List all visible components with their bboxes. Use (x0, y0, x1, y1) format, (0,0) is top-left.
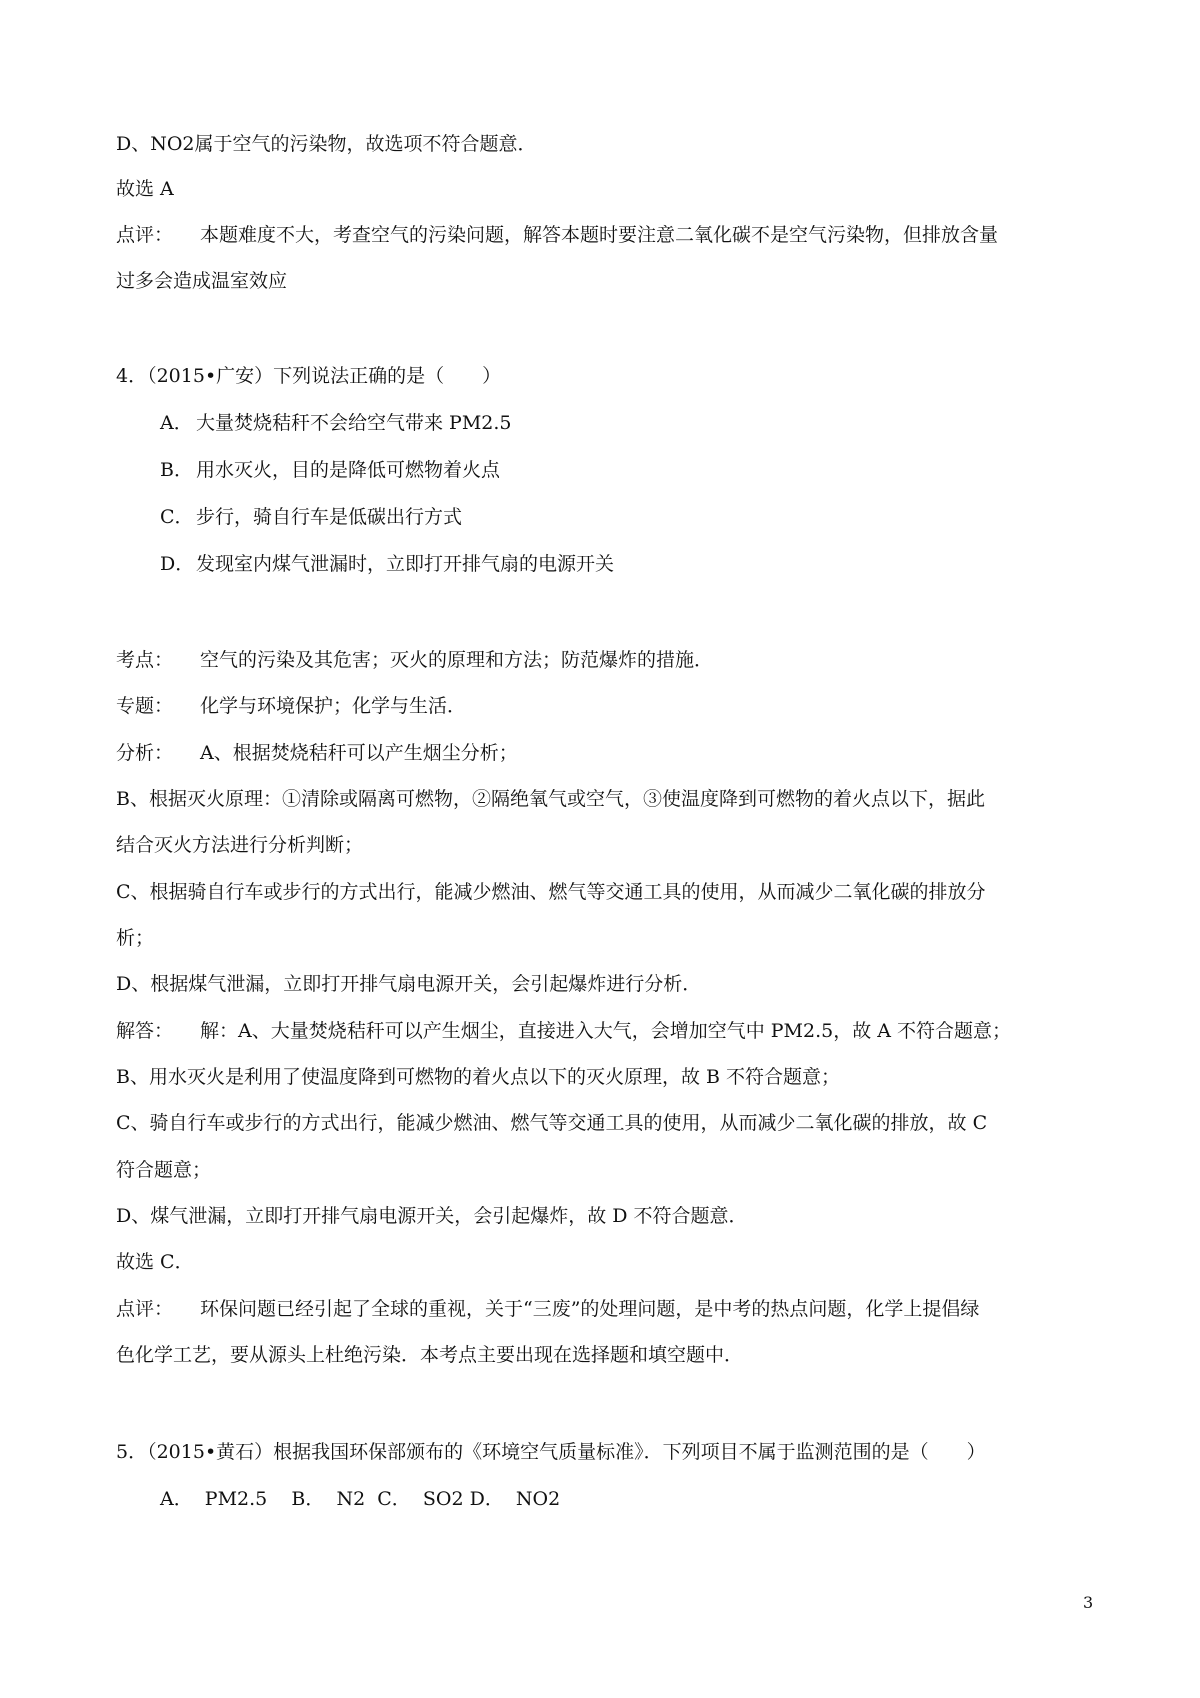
zhuanti-label: 专题： (116, 695, 174, 717)
q4-jieda-c2: 符合题意； (116, 1159, 212, 1181)
q4-jieda-c1: C、骑自行车或步行的方式出行，能减少燃油、燃气等交通工具的使用，从而减少二氧化碳的排放，故 C (116, 1112, 988, 1134)
q4-fenxi-d: D、根据煤气泄漏，立即打开排气扇电源开关，会引起爆炸进行分析． (116, 973, 702, 995)
fenxi-label: 分析： (116, 742, 174, 764)
zhuanti-text: 化学与环境保护；化学与生活． (200, 695, 467, 717)
prev-comment (116, 223, 998, 247)
prev-answer: 故选 A (116, 178, 174, 200)
option-label: A． (160, 412, 193, 434)
option-text: 发现室内煤气泄漏时，立即打开排气扇的电源开关 (196, 553, 615, 575)
prev-comment-line2: 过多会造成温室效应 (116, 270, 288, 292)
option-label: B． (160, 459, 193, 481)
comment-text: 本题难度不大，考查空气的污染问题，解答本题时要注意二氧化碳不是空气污染物，但排放含量 (200, 224, 999, 246)
fenxi-a: A、根据焚烧秸秆可以产生烟尘分析； (200, 742, 518, 764)
option-label: D． (160, 553, 195, 575)
jieda-label: 解答： (116, 1020, 174, 1042)
dianping-text: 环保问题已经引起了全球的重视，关于“三废”的处理问题，是中考的热点问题，化学上提倡绿 (200, 1298, 980, 1320)
q4-fenxi-c2: 析； (116, 927, 155, 949)
option-text: 大量焚烧秸秆不会给空气带来 PM2.5 (196, 412, 512, 434)
q4-jieda-d: D、煤气泄漏，立即打开排气扇电源开关，会引起爆炸，故 D 不符合题意． (116, 1205, 748, 1227)
q4-fenxi-c1: C、根据骑自行车或步行的方式出行，能减少燃油、燃气等交通工具的使用，从而减少二氧化碳的排放分 (116, 881, 986, 903)
q4-answer: 故选 C． (116, 1251, 194, 1273)
q4-dianping (116, 1297, 979, 1321)
q4-jieda (116, 1019, 1011, 1043)
q4-zhuanti (116, 694, 466, 718)
kaodian-label: 考点： (116, 649, 174, 671)
option-text: 步行，骑自行车是低碳出行方式 (196, 506, 463, 528)
q5-stem: 5．（2015•黄石）根据我国环保部颁布的《环境空气质量标准》．下列项目不属于监测范围的是（ ） (116, 1441, 986, 1463)
q4-option-c (160, 505, 462, 529)
jieda-a: 解：A、大量焚烧秸秆可以产生烟尘，直接进入大气，会增加空气中 PM2.5，故 A 不符合题意； (200, 1020, 1012, 1042)
q4-stem: 4．（2015•广安）下列说法正确的是（ ） (116, 365, 502, 387)
dianping-label: 点评： (116, 1298, 174, 1320)
q4-kaodian (116, 648, 713, 672)
q4-dianping-line2: 色化学工艺，要从源头上杜绝污染．本考点主要出现在选择题和填空题中． (116, 1344, 744, 1366)
q4-jieda-b: B、用水灭火是利用了使温度降到可燃物的着火点以下的灭火原理，故 B 不符合题意； (116, 1066, 841, 1088)
q5-options: A． PM2.5 B． N2 C． SO2 D． NO2 (160, 1488, 561, 1510)
q4-fenxi (116, 741, 518, 765)
page-number: 3 (1083, 1593, 1094, 1612)
option-label: C． (160, 506, 194, 528)
q4-fenxi-b2: 结合灭火方法进行分析判断； (116, 834, 364, 856)
q4-fenxi-b1: B、根据灭火原理：①清除或隔离可燃物，②隔绝氧气或空气，③使温度降到可燃物的着火点以下，据此 (116, 788, 985, 810)
kaodian-text: 空气的污染及其危害；灭火的原理和方法；防范爆炸的措施． (200, 649, 714, 671)
prev-option-d-analysis: D、NO2属于空气的污染物，故选项不符合题意． (116, 133, 537, 155)
comment-label: 点评： (116, 224, 174, 246)
q4-option-d (160, 552, 614, 576)
q4-option-a (160, 411, 512, 435)
option-text: 用水灭火，目的是降低可燃物着火点 (196, 459, 501, 481)
q4-option-b (160, 458, 500, 482)
